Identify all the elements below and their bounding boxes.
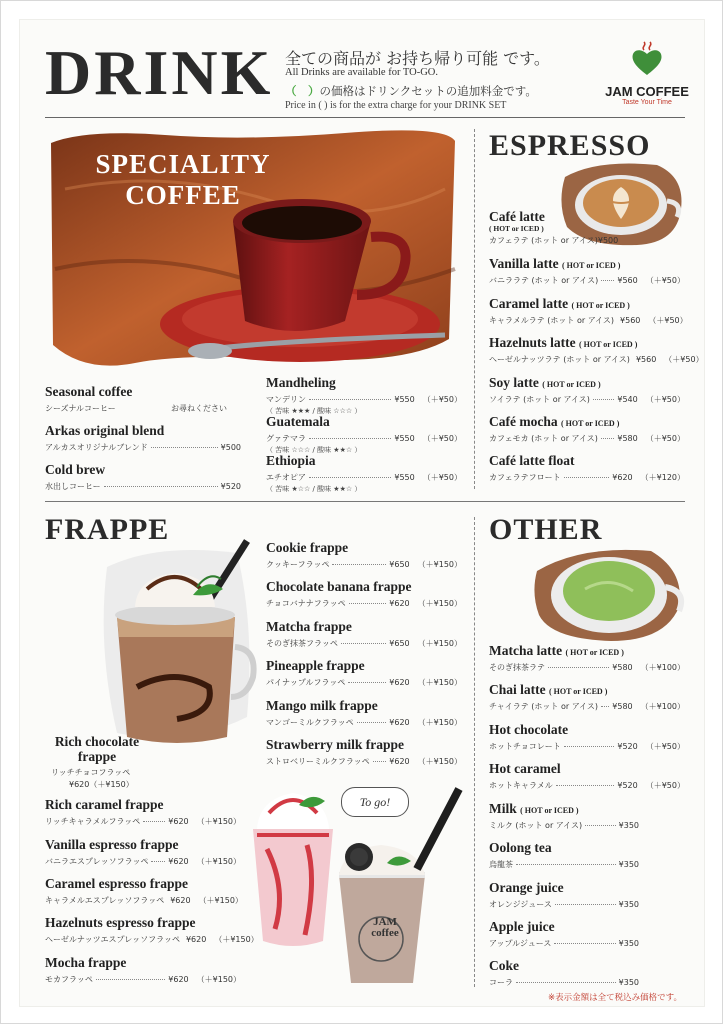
item-set-price: （＋¥50）	[645, 742, 685, 751]
item-name-jp: リッチキャラメルフラッペ	[45, 817, 141, 826]
item-hot-iced-note: ( HOT or ICED )	[560, 419, 620, 428]
item-detail	[489, 354, 704, 365]
menu-item-cold-brew	[45, 462, 241, 492]
item-detail	[45, 403, 245, 414]
item-taste-note: （ 苦味 ★☆☆ / 酸味 ★★☆ ）	[266, 485, 362, 493]
jam-coffee-logo	[599, 41, 695, 106]
item-price: ¥350	[618, 900, 639, 909]
item-set-price: （＋¥150）	[196, 857, 241, 866]
item-detail	[489, 275, 685, 286]
item-detail	[489, 741, 685, 752]
item-name: Strawberry milk frappe	[266, 737, 404, 752]
menu-item-guatemala	[266, 414, 462, 455]
item-name-jp: アルカスオリジナルブレンド	[45, 443, 148, 452]
menu-item-cookie-frappe	[266, 540, 462, 570]
item-detail	[266, 638, 462, 649]
item-name: Chai latte	[489, 682, 546, 697]
menu-item-caramel-espresso-frappe	[45, 876, 241, 906]
item-detail	[489, 977, 685, 988]
item-name: Hazelnuts latte	[489, 335, 576, 350]
item-hot-iced-note: ( HOT or ICED )	[562, 261, 621, 270]
item-set-price: （＋¥120）	[640, 473, 685, 482]
item-name: Hazelnuts espresso frappe	[45, 915, 196, 930]
item-name: Ethiopia	[266, 453, 316, 468]
item-set-price: （＋¥150）	[89, 780, 134, 789]
item-hot-iced-note: ( HOT or ICED )	[542, 380, 601, 389]
item-detail	[489, 235, 619, 246]
item-set-price: （＋¥150）	[417, 639, 462, 648]
item-name-jp: エチオピア	[266, 473, 306, 482]
item-name-jp: クッキーフラッペ	[266, 560, 330, 569]
item-name: Caramel espresso frappe	[45, 876, 188, 891]
item-price: ¥620	[168, 817, 189, 826]
menu-item-cafe-mocha	[489, 414, 685, 444]
item-detail	[69, 779, 155, 790]
item-detail	[489, 780, 685, 791]
item-detail	[489, 820, 685, 831]
takeout-notice-jp: 全ての商品が お持ち帰り可能 です。	[285, 49, 550, 68]
page-title: DRINK	[45, 37, 274, 108]
item-detail	[45, 442, 241, 453]
menu-item-vanilla-espresso-frappe	[45, 837, 241, 867]
item-set-price: （＋¥150）	[417, 599, 462, 608]
item-detail	[489, 938, 685, 949]
menu-item-apple-juice	[489, 919, 685, 949]
item-name: Vanilla latte	[489, 256, 559, 271]
speciality-coffee-label	[83, 149, 283, 211]
item-name-jp: キャラメルラテ (ホット or アイス)	[489, 316, 615, 325]
menu-item-cafe-latte	[489, 209, 619, 246]
item-set-price: （＋¥50）	[645, 781, 685, 790]
cup-logo-text: JAM coffee	[371, 916, 399, 939]
item-name-jp: カフェラテ (ホット or アイス)	[489, 236, 598, 245]
item-name: Apple juice	[489, 919, 555, 934]
item-detail	[489, 701, 685, 712]
header-divider	[45, 117, 685, 118]
rich-chocolate-frappe-photo	[97, 537, 257, 749]
menu-item-soy-latte	[489, 375, 685, 405]
item-name-jp: ホットキャラメル	[489, 781, 553, 790]
item-name-jp: キャラメルエスプレッソフラッペ	[45, 896, 165, 905]
item-set-price: （＋¥50）	[422, 473, 462, 482]
item-price: ¥350	[618, 860, 639, 869]
item-name: Arkas original blend	[45, 423, 165, 438]
item-name-jp: ストロベリーミルクフラッペ	[266, 757, 370, 766]
item-detail	[489, 315, 688, 326]
item-set-price: （＋¥50）	[422, 395, 462, 404]
item-set-price: （＋¥50）	[648, 316, 688, 325]
item-name: Oolong tea	[489, 840, 552, 855]
item-price: ¥620	[168, 975, 189, 984]
item-price: ¥550	[394, 473, 415, 482]
item-name: Mandheling	[266, 375, 336, 390]
item-name-jp: ソイラテ (ホット or アイス)	[489, 395, 590, 404]
item-name: Café mocha	[489, 414, 558, 429]
menu-item-mocha-frappe	[45, 955, 241, 985]
item-detail	[266, 717, 462, 728]
item-taste-note: （ 苦味 ★★★ / 酸味 ☆☆☆ ）	[266, 407, 362, 415]
item-set-price: （＋¥150）	[417, 757, 462, 766]
logo-name: JAM COFFEE	[605, 84, 689, 99]
heart-cup-icon	[627, 41, 667, 77]
menu-item-caramel-latte	[489, 296, 688, 326]
item-name-jp: そのぎ抹茶ラテ	[489, 663, 545, 672]
item-price: ¥350	[618, 978, 639, 987]
item-detail	[266, 394, 462, 405]
menu-item-rich-chocolate-frappe	[45, 734, 155, 790]
item-price: ¥620	[69, 780, 90, 789]
item-name-jp: チャイラテ (ホット or アイス)	[489, 702, 599, 711]
item-name-jp: アップルジュース	[489, 939, 552, 948]
item-name-jp: マンデリン	[266, 395, 306, 404]
item-price: ¥620	[389, 757, 410, 766]
item-name-jp: カフェラテフロート	[489, 473, 561, 482]
top-column-divider	[474, 129, 475, 489]
menu-item-hazelnuts-latte	[489, 335, 704, 365]
item-detail	[45, 934, 259, 945]
item-name: Cold brew	[45, 462, 106, 477]
item-price: ¥350	[618, 821, 639, 830]
item-price: ¥620	[389, 718, 410, 727]
item-name: Soy latte	[489, 375, 539, 390]
item-price: ¥550	[394, 434, 415, 443]
item-hot-iced-note: ( HOT or ICED )	[571, 301, 630, 310]
speciality-label-line2: COFFEE	[125, 180, 241, 210]
item-name: Mango milk frappe	[266, 698, 378, 713]
menu-item-hazelnuts-espresso-frappe	[45, 915, 259, 945]
other-section-title: OTHER	[489, 513, 603, 546]
item-name: Mocha frappe	[45, 955, 127, 970]
menu-item-pineapple-frappe	[266, 658, 462, 688]
item-set-price: （＋¥150）	[198, 896, 243, 905]
speciality-label-line1: SPECIALITY	[95, 149, 271, 179]
item-set-price: （＋¥100）	[640, 663, 685, 672]
item-name-jp: 水出しコーヒー	[45, 482, 101, 491]
item-name-jp: シーズナルコーヒー	[45, 404, 116, 413]
item-name-jp: オレンジジュース	[489, 900, 552, 909]
item-price: ¥350	[618, 939, 639, 948]
item-price: お尋ねください	[171, 404, 227, 413]
item-name-jp: ミルク (ホット or アイス)	[489, 821, 583, 830]
item-price: ¥520	[617, 742, 638, 751]
item-name-jp: バニラエスプレッソフラッペ	[45, 857, 149, 866]
item-name: Seasonal coffee	[45, 384, 133, 399]
item-detail	[266, 677, 462, 688]
matcha-latte-photo	[531, 541, 687, 645]
item-set-price: （＋¥150）	[417, 560, 462, 569]
item-name-jp: パイナップルフラッペ	[266, 678, 346, 687]
item-set-price: （＋¥100）	[640, 702, 685, 711]
item-name: Vanilla espresso frappe	[45, 837, 179, 852]
item-price: ¥560	[635, 355, 657, 364]
item-taste-note: （ 苦味 ☆☆☆ / 酸味 ★★☆ ）	[266, 446, 362, 454]
item-hot-iced-note: ( HOT or ICED )	[549, 687, 608, 696]
logo-tagline: Taste Your Time	[622, 99, 672, 106]
item-price: ¥550	[394, 395, 415, 404]
item-price: ¥500	[597, 236, 619, 245]
item-set-price: （＋¥50）	[664, 355, 704, 364]
item-detail	[266, 433, 462, 444]
middle-divider	[45, 501, 685, 502]
item-name-jp: マンゴーミルクフラッペ	[266, 718, 354, 727]
item-name: Cookie frappe	[266, 540, 349, 555]
item-name: Rich caramel frappe	[45, 797, 164, 812]
item-name: Pineapple frappe	[266, 658, 365, 673]
item-price: ¥650	[389, 639, 410, 648]
item-name: Orange juice	[489, 880, 564, 895]
item-price: ¥620	[168, 857, 189, 866]
item-name-jp: チョコバナナフラッペ	[266, 599, 346, 608]
item-price: ¥560	[620, 316, 641, 325]
menu-item-ethiopia	[266, 453, 462, 494]
item-price: ¥580	[617, 434, 638, 443]
item-hot-iced-note: ( HOT or ICED )	[579, 340, 638, 349]
item-name-jp: リッチチョコフラッペ	[51, 768, 131, 777]
set-price-text: の価格はドリンクセットの追加料金です。	[319, 84, 537, 98]
item-detail	[45, 895, 241, 906]
item-price: ¥620	[185, 935, 207, 944]
set-price-notice-en: Price in ( ) is for the extra charge for your DRINK SET	[285, 100, 507, 111]
item-name-jp: カフェモカ (ホット or アイス)	[489, 434, 598, 443]
item-detail	[45, 816, 241, 827]
item-hot-iced-note: ( HOT or ICED )	[489, 224, 544, 233]
item-hot-iced-note: ( HOT or ICED )	[520, 806, 579, 815]
item-set-price: （＋¥50）	[422, 434, 462, 443]
item-set-price: （＋¥50）	[645, 276, 685, 285]
espresso-section-title: ESPRESSO	[489, 129, 651, 162]
frappe-section-title: FRAPPE	[45, 513, 170, 546]
menu-item-mango-milk-frappe	[266, 698, 462, 728]
item-detail	[489, 394, 685, 405]
item-name: Café latte	[489, 209, 545, 224]
item-set-price: （＋¥50）	[645, 395, 685, 404]
item-price: ¥620	[612, 473, 633, 482]
menu-item-hot-caramel	[489, 761, 685, 791]
item-name-jp: ホットチョコレート	[489, 742, 561, 751]
item-detail	[489, 472, 685, 483]
item-detail	[489, 859, 685, 870]
menu-item-orange-juice	[489, 880, 685, 910]
item-detail	[45, 481, 241, 492]
item-price: ¥520	[220, 482, 241, 491]
item-name-jp: ヘーゼルナッツエスプレッソフラッペ	[45, 935, 180, 944]
item-set-price: （＋¥150）	[417, 678, 462, 687]
item-price: ¥500	[220, 443, 241, 452]
item-name: Guatemala	[266, 414, 330, 429]
item-price: ¥580	[612, 663, 633, 672]
set-price-notice-jp	[285, 83, 537, 99]
item-name-jp: グァテマラ	[266, 434, 306, 443]
item-name: Caramel latte	[489, 296, 569, 311]
menu-item-matcha-latte	[489, 643, 685, 673]
item-detail	[489, 899, 685, 910]
item-name-jp: モカフラッペ	[45, 975, 93, 984]
item-detail	[489, 433, 685, 444]
menu-item-chai-latte	[489, 682, 685, 712]
menu-item-oolong-tea	[489, 840, 685, 870]
item-detail	[266, 756, 462, 767]
to-go-speech-bubble: To go!	[341, 787, 409, 817]
item-name: Matcha frappe	[266, 619, 352, 634]
menu-item-strawberry-milk-frappe	[266, 737, 462, 767]
item-name-jp: バニララテ (ホット or アイス)	[489, 276, 599, 285]
item-name-jp: 烏龍茶	[489, 860, 513, 869]
menu-item-mandheling	[266, 375, 462, 416]
menu-item-vanilla-latte	[489, 256, 685, 286]
item-set-price: （＋¥50）	[645, 434, 685, 443]
item-price: ¥650	[389, 560, 410, 569]
item-price: ¥620	[389, 678, 410, 687]
item-set-price: （＋¥150）	[417, 718, 462, 727]
item-set-price: （＋¥150）	[214, 935, 259, 944]
tax-included-footnote: ※表示金額は全て税込み価格です。	[548, 993, 682, 1003]
menu-item-cafe-latte-float	[489, 453, 685, 483]
bottom-column-divider	[474, 517, 475, 987]
item-name: Milk	[489, 801, 517, 816]
item-name-jp: そのぎ抹茶フラッペ	[266, 639, 338, 648]
menu-item-coke	[489, 958, 685, 988]
item-name: Hot caramel	[489, 761, 561, 776]
item-name-jp: ヘーゼルナッツラテ (ホット or アイス)	[489, 355, 630, 364]
item-detail	[489, 662, 685, 673]
menu-item-matcha-frappe	[266, 619, 462, 649]
item-detail	[266, 559, 462, 570]
menu-item-milk	[489, 801, 685, 831]
item-detail	[45, 974, 241, 985]
item-price: ¥580	[612, 702, 633, 711]
menu-item-hot-chocolate	[489, 722, 685, 752]
item-name: Chocolate banana frappe	[266, 579, 412, 594]
item-name: Matcha latte	[489, 643, 563, 658]
item-price: ¥520	[617, 781, 638, 790]
item-name: Coke	[489, 958, 519, 973]
item-price: ¥620	[389, 599, 410, 608]
item-price: ¥540	[617, 395, 638, 404]
item-name-jp: コーラ	[489, 978, 513, 987]
item-price: ¥560	[617, 276, 638, 285]
item-hot-iced-note: ( HOT or ICED )	[565, 648, 624, 657]
item-name: Hot chocolate	[489, 722, 569, 737]
item-detail	[266, 472, 462, 483]
item-detail	[45, 856, 241, 867]
item-detail	[266, 598, 462, 609]
menu-item-chocolate-banana-frappe	[266, 579, 462, 609]
item-set-price: （＋¥150）	[196, 975, 241, 984]
item-price: ¥620	[170, 896, 191, 905]
menu-item-rich-caramel-frappe	[45, 797, 241, 827]
paren-mark: （ ）	[285, 84, 320, 98]
item-set-price: （＋¥150）	[196, 817, 241, 826]
takeout-notice-en: All Drinks are available for TO-GO.	[285, 67, 438, 78]
item-name: Rich chocolate frappe	[54, 734, 140, 764]
menu-item-seasonal-coffee	[45, 384, 245, 414]
menu-item-arkas-blend	[45, 423, 241, 453]
item-name: Café latte float	[489, 453, 575, 468]
